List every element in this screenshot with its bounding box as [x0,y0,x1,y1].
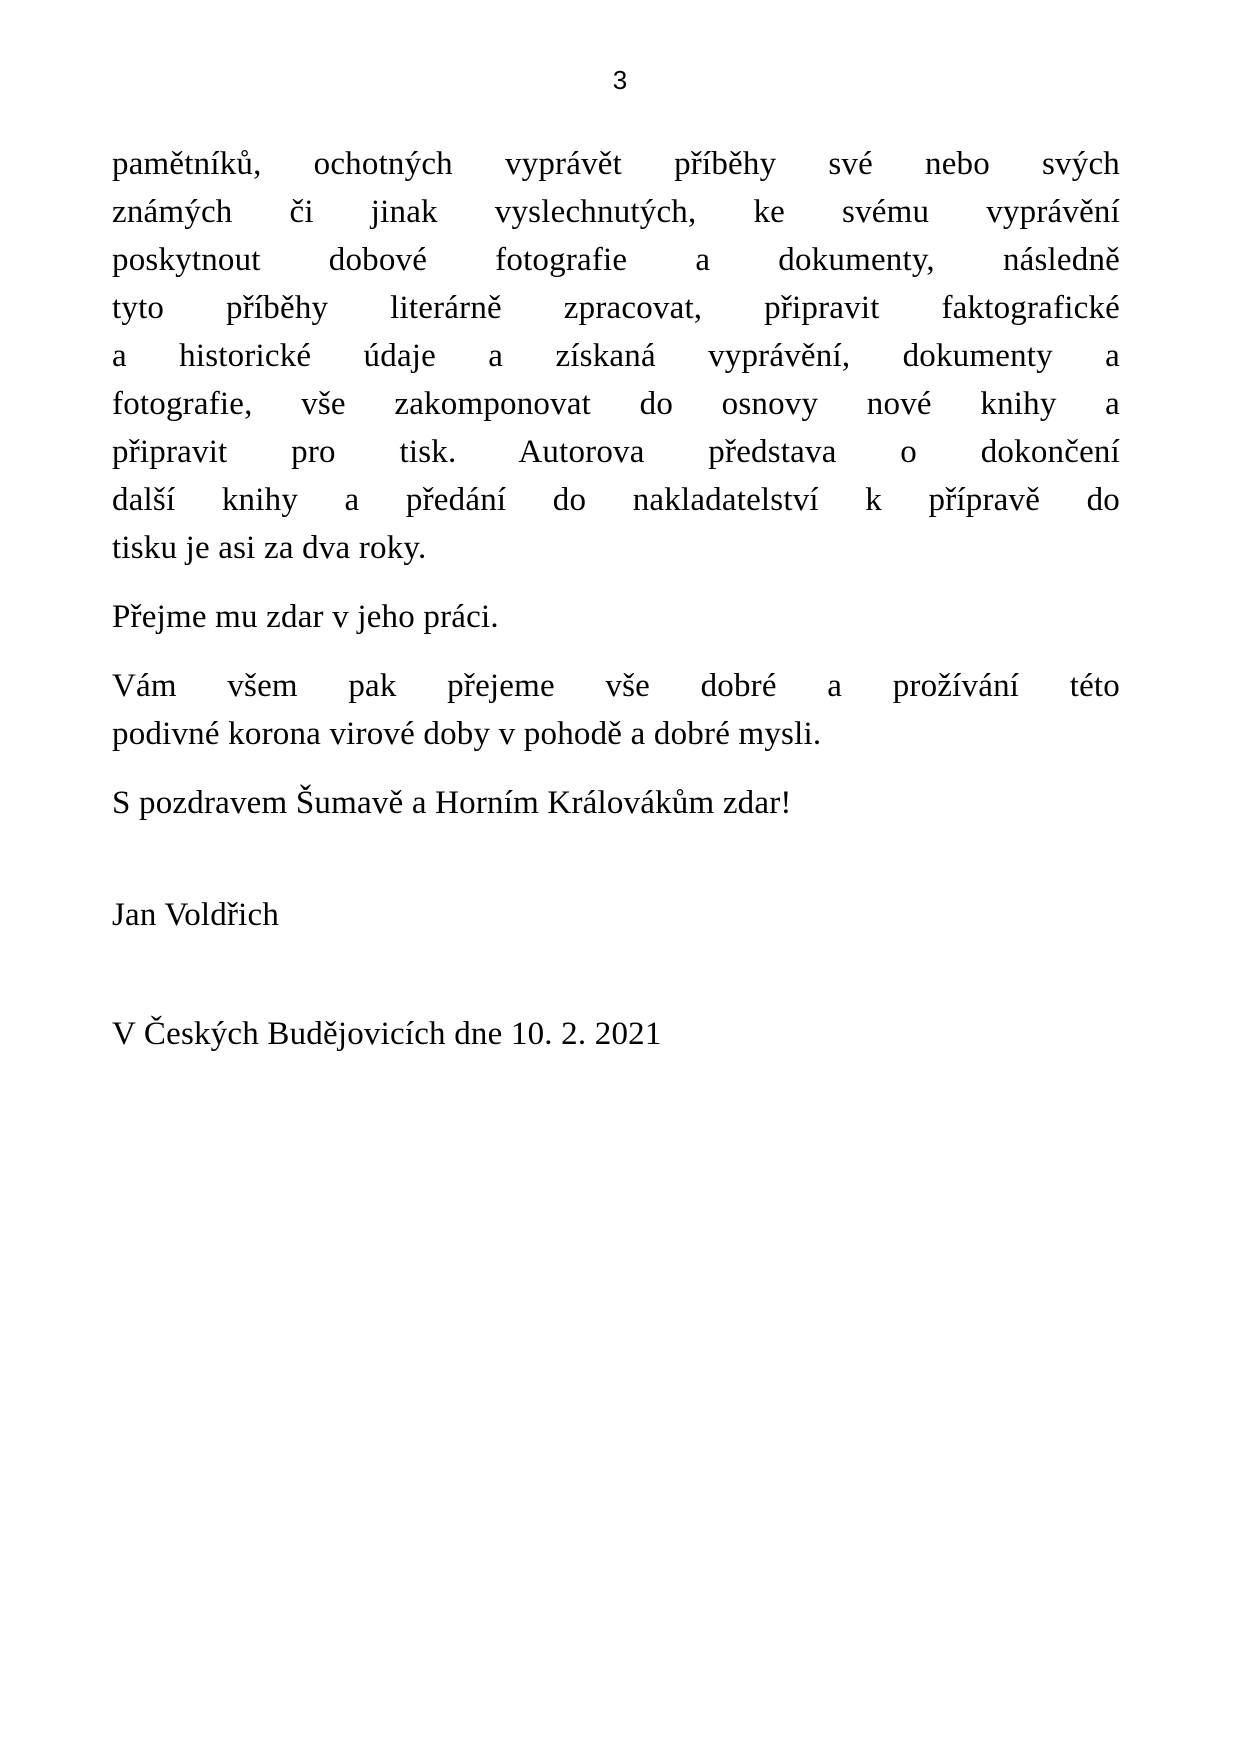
text-line: fotografie, vše zakomponovat do osnovy nové knihy a [112,386,1120,422]
text-line: pamětníků, ochotných vyprávět příběhy své nebo svých [112,146,1120,182]
text-line: další knihy a předání do nakladatelství k přípravě do [112,482,1120,518]
text-line: V Českých Budějovicích dne 10. 2. 2021 [112,1016,662,1052]
text-line: Jan Voldřich [112,897,280,933]
text-line: poskytnout dobové fotografie a dokumenty, následně [112,242,1120,278]
text-line: Vám všem pak přejeme vše dobré a prožívání této [112,668,1120,704]
text-line: a historické údaje a získaná vyprávění, dokumenty a [112,338,1120,374]
place-and-date [112,1010,1120,1058]
letter-body [112,140,1120,1079]
text-line: S pozdravem Šumavě a Horním Královákům zdar! [112,785,792,821]
signature-name [112,891,1120,939]
page-number: 3 [612,65,628,95]
text-line: známých či jinak vyslechnutých, ke svému vyprávění [112,194,1120,230]
text-line: Přejme mu zdar v jeho práci. [112,599,499,635]
paragraph-greeting [112,779,1120,827]
paragraph-closing-plans [112,140,1120,572]
text-line: připravit pro tisk. Autorova představa o dokončení [112,434,1120,470]
paragraph-wish-success [112,593,1120,641]
text-line: tyto příběhy literárně zpracovat, připravit faktografické [112,290,1120,326]
paragraph-wish-readers [112,662,1120,758]
text-line: podivné korona virové doby v pohodě a dobré mysli. [112,716,822,752]
text-line: tisku je asi za dva roky. [112,530,427,566]
